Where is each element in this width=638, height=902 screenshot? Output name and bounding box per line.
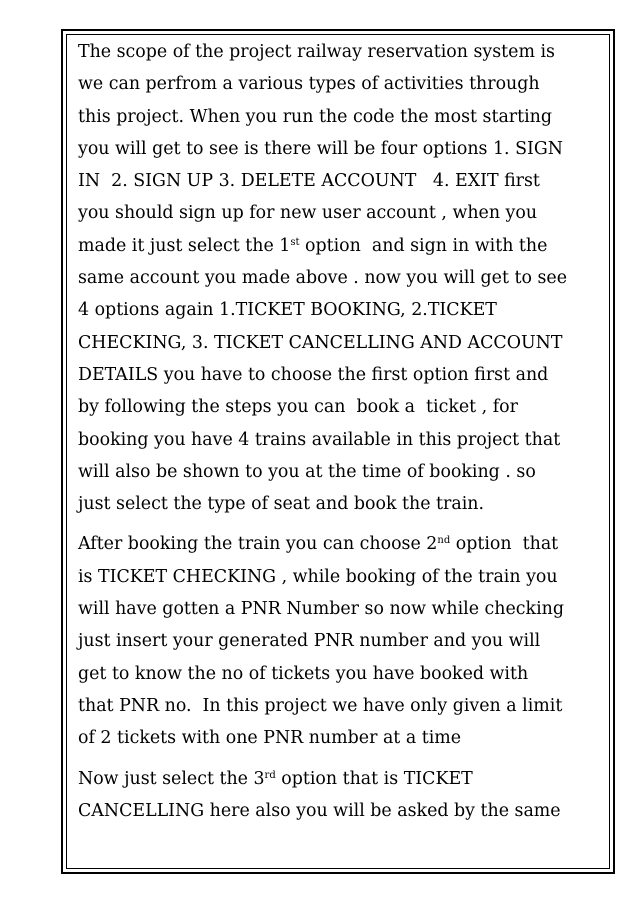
text-span: made it just select the 1 <box>78 235 291 256</box>
text-span: by following the steps you can book a ticket , for <box>78 397 518 418</box>
text-span: After booking the train you can choose 2 <box>78 534 438 555</box>
paragraph-ticket-checking <box>78 528 602 754</box>
text-span: same account you made above . now you will get to see <box>78 268 567 289</box>
text-span: CANCELLING here also you will be asked by the same <box>78 800 561 821</box>
text-line <box>78 795 602 827</box>
text-span: The scope of the project railway reservation system is <box>78 42 555 62</box>
text-line <box>78 262 602 294</box>
text-line <box>78 133 602 165</box>
text-line <box>78 197 602 229</box>
text-span: get to know the no of tickets you have booked with <box>78 663 529 684</box>
text-line <box>78 561 602 593</box>
text-line <box>78 625 602 657</box>
paragraph-spacer <box>78 755 602 763</box>
text-span: will also be shown to you at the time of booking . so <box>78 461 536 482</box>
ordinal-suffix: nd <box>437 535 451 547</box>
text-line <box>78 763 602 795</box>
text-line <box>78 456 602 488</box>
text-line <box>78 36 602 68</box>
paragraph-scope <box>78 36 602 520</box>
text-line <box>78 101 602 133</box>
text-line <box>78 658 602 690</box>
paragraph-ticket-cancelling <box>78 763 602 828</box>
text-span: you will get to see is there will be four options 1. SIGN <box>78 138 564 159</box>
text-line <box>78 593 602 625</box>
text-line <box>78 68 602 100</box>
text-line <box>78 528 602 560</box>
text-span: option that is TICKET <box>275 768 473 789</box>
text-line <box>78 424 602 456</box>
text-line <box>78 294 602 326</box>
text-line <box>78 690 602 722</box>
ordinal-suffix: rd <box>264 769 276 781</box>
text-line <box>78 327 602 359</box>
text-line <box>78 165 602 197</box>
text-span: Now just select the 3 <box>78 768 265 789</box>
text-span: IN 2. SIGN UP 3. DELETE ACCOUNT 4. EXIT first <box>78 171 540 192</box>
text-span: we can perfrom a various types of activities through <box>78 74 540 95</box>
ordinal-suffix: st <box>290 236 300 248</box>
text-span: option and sign in with the <box>299 235 548 256</box>
text-line <box>78 391 602 423</box>
text-span: this project. When you run the code the most starting <box>78 106 553 127</box>
text-span: that PNR no. In this project we have only given a limit <box>78 695 563 716</box>
text-line <box>78 230 602 262</box>
text-span: DETAILS you have to choose the first option first and <box>78 364 549 385</box>
text-line <box>78 488 602 520</box>
text-span: just select the type of seat and book the train. <box>78 494 485 515</box>
text-span: you should sign up for new user account , when you <box>78 203 538 224</box>
text-span: is TICKET CHECKING , while booking of the train you <box>78 566 558 587</box>
text-line <box>78 359 602 391</box>
text-span: 4 options again 1.TICKET BOOKING, 2.TICKET <box>78 300 497 321</box>
text-span: just insert your generated PNR number and you will <box>78 631 541 652</box>
text-span: of 2 tickets with one PNR number at a time <box>78 728 462 749</box>
text-span: booking you have 4 trains available in this project that <box>78 429 561 450</box>
text-span: CHECKING, 3. TICKET CANCELLING AND ACCOUNT <box>78 332 563 353</box>
text-span: will have gotten a PNR Number so now while checking <box>78 599 564 620</box>
text-span: option that <box>450 534 559 555</box>
document-body <box>78 36 602 827</box>
text-line <box>78 722 602 754</box>
paragraph-spacer <box>78 520 602 528</box>
